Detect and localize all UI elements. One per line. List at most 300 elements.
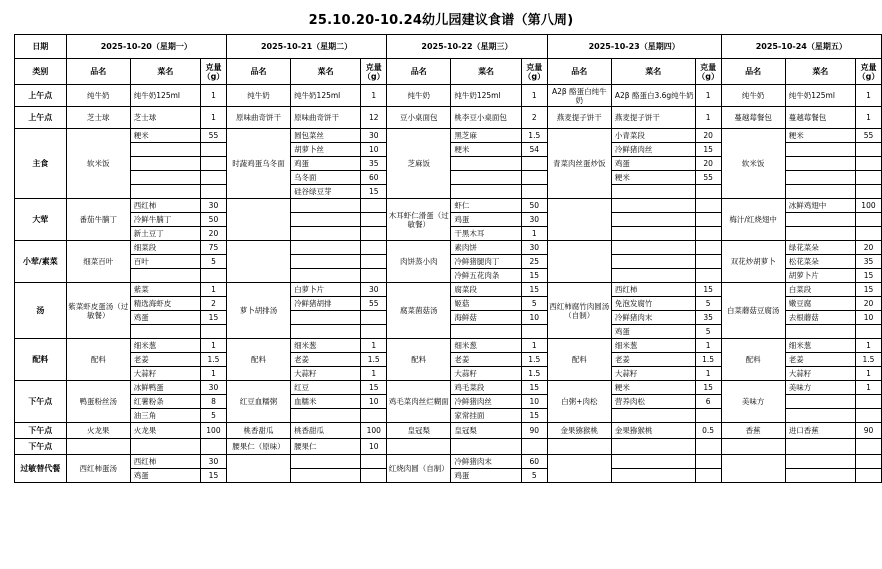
qty-cell: 1: [695, 339, 721, 353]
qty-cell: 1: [695, 107, 721, 129]
table-row: [15, 339, 882, 353]
qty-cell: 60: [521, 455, 547, 469]
qty-cell: [695, 255, 721, 269]
qty-cell: 54: [521, 143, 547, 157]
ingredient-cell: 白萝卜片: [291, 283, 361, 297]
qty-cell: 15: [695, 283, 721, 297]
dish-cell: 金果猕猴桃: [547, 423, 611, 439]
ingredient-cell: [785, 185, 855, 199]
qty-cell: 1: [855, 367, 881, 381]
ingredient-cell: 绿花菜朵: [785, 241, 855, 255]
ingredient-cell: 老姜: [291, 353, 361, 367]
ingredient-cell: 美味方: [785, 381, 855, 395]
dish-cell: [721, 455, 785, 483]
qty-cell: 15: [695, 381, 721, 395]
table-row: [15, 85, 882, 107]
qty-cell: [521, 171, 547, 185]
ingredient-label: 菜名: [451, 59, 521, 85]
dish-cell: 梅汁/红烧翅中: [721, 199, 785, 241]
ingredient-cell: 粳米: [785, 129, 855, 143]
ingredient-cell: 老姜: [130, 353, 200, 367]
date-row: [15, 35, 882, 59]
qty-cell: [200, 143, 226, 157]
ingredient-cell: 西红柿: [130, 455, 200, 469]
qty-cell: [521, 439, 547, 455]
qty-cell: [695, 227, 721, 241]
qty-cell: 75: [200, 241, 226, 255]
table-row: [15, 455, 882, 469]
dish-label: 品名: [387, 59, 451, 85]
ingredient-cell: 细菜段: [130, 241, 200, 255]
ingredient-cell: A2β 酪蛋白3.6g纯牛奶: [611, 85, 695, 107]
ingredient-cell: [611, 241, 695, 255]
qty-cell: 30: [200, 455, 226, 469]
dish-cell: 时蔬鸡蛋乌冬面: [226, 129, 290, 199]
qty-cell: 5: [695, 325, 721, 339]
qty-cell: 20: [695, 129, 721, 143]
qty-cell: 5: [200, 255, 226, 269]
qty-cell: 25: [521, 255, 547, 269]
ingredient-cell: [785, 439, 855, 455]
ingredient-cell: [611, 227, 695, 241]
ingredient-cell: 圆包菜丝: [291, 129, 361, 143]
dish-cell: 双花炒胡萝卜: [721, 241, 785, 283]
ingredient-cell: 干黑木耳: [451, 227, 521, 241]
qty-cell: [695, 439, 721, 455]
dish-cell: [226, 199, 290, 241]
qty-cell: 1.5: [361, 353, 387, 367]
qty-cell: [200, 325, 226, 339]
qty-cell: 15: [361, 185, 387, 199]
ingredient-cell: [291, 255, 361, 269]
qty-cell: 55: [695, 171, 721, 185]
qty-cell: 1: [200, 367, 226, 381]
qty-cell: 1: [361, 367, 387, 381]
ingredient-cell: 精选海虾皮: [130, 297, 200, 311]
dish-cell: [547, 439, 611, 455]
category-cell: 汤: [15, 283, 67, 339]
qty-cell: [521, 325, 547, 339]
ingredient-cell: 大蒜籽: [291, 367, 361, 381]
day-header: 2025-10-23（星期四）: [547, 35, 721, 59]
qty-cell: [695, 269, 721, 283]
ingredient-cell: [785, 469, 855, 483]
ingredient-cell: [130, 143, 200, 157]
ingredient-cell: 家常挂面: [451, 409, 521, 423]
ingredient-cell: [291, 311, 361, 325]
ingredient-cell: 粳米: [611, 381, 695, 395]
ingredient-cell: 乌冬面: [291, 171, 361, 185]
category-cell: 配料: [15, 339, 67, 381]
qty-cell: [361, 325, 387, 339]
qty-cell: 10: [521, 311, 547, 325]
dish-cell: 木耳虾仁滑蛋（过敏餐）: [387, 199, 451, 241]
qty-cell: 2: [521, 107, 547, 129]
ingredient-cell: 老姜: [451, 353, 521, 367]
dish-cell: 芝士球: [66, 107, 130, 129]
qty-cell: 15: [855, 269, 881, 283]
column-header-row: [15, 59, 882, 85]
ingredient-cell: [130, 269, 200, 283]
ingredient-cell: [611, 199, 695, 213]
qty-label: 克量（g）: [521, 59, 547, 85]
day-header: 2025-10-22（星期三）: [387, 35, 548, 59]
ingredient-cell: 胡萝卜片: [785, 269, 855, 283]
dish-cell: 美味方: [721, 381, 785, 423]
qty-cell: 30: [521, 241, 547, 255]
day-header: 2025-10-24（星期五）: [721, 35, 881, 59]
qty-cell: 20: [200, 227, 226, 241]
ingredient-cell: [611, 439, 695, 455]
qty-cell: 1: [200, 283, 226, 297]
qty-cell: 55: [200, 129, 226, 143]
ingredient-cell: 细米葱: [611, 339, 695, 353]
qty-cell: [361, 199, 387, 213]
dish-cell: [226, 241, 290, 283]
qty-cell: 1.5: [695, 353, 721, 367]
ingredient-cell: [291, 325, 361, 339]
qty-cell: [200, 185, 226, 199]
qty-cell: [361, 409, 387, 423]
ingredient-cell: [611, 269, 695, 283]
dish-cell: [387, 439, 451, 455]
ingredient-cell: 冰鲜鸭蛋: [130, 381, 200, 395]
ingredient-cell: 纯牛奶125ml: [451, 85, 521, 107]
dish-cell: [547, 199, 611, 241]
qty-cell: 15: [200, 311, 226, 325]
dish-cell: 红豆血糯粥: [226, 381, 290, 423]
ingredient-cell: 燕麦提子饼干: [611, 107, 695, 129]
ingredient-cell: 冷鲜牛腩丁: [130, 213, 200, 227]
day-header: 2025-10-20（星期一）: [66, 35, 226, 59]
ingredient-cell: [785, 157, 855, 171]
dish-cell: A2β 酪蛋白纯牛奶: [547, 85, 611, 107]
qty-cell: 1: [855, 107, 881, 129]
qty-cell: [200, 157, 226, 171]
qty-cell: 1: [521, 85, 547, 107]
dish-cell: 配料: [547, 339, 611, 381]
dish-cell: [547, 241, 611, 283]
ingredient-cell: 胡萝卜丝: [291, 143, 361, 157]
qty-cell: 10: [855, 311, 881, 325]
qty-cell: [855, 213, 881, 227]
ingredient-cell: [291, 199, 361, 213]
qty-cell: [361, 269, 387, 283]
qty-cell: [361, 227, 387, 241]
dish-cell: 原味曲奇饼干: [226, 107, 290, 129]
ingredient-cell: 鸡蛋: [451, 213, 521, 227]
menu-table: [14, 34, 882, 483]
qty-cell: 15: [521, 283, 547, 297]
qty-cell: [855, 409, 881, 423]
ingredient-cell: 鸡蛋: [130, 469, 200, 483]
dish-cell: 鸡毛菜肉丝烂糊面: [387, 381, 451, 423]
qty-cell: 5: [695, 297, 721, 311]
table-row: [15, 439, 882, 455]
dish-cell: 配料: [721, 339, 785, 381]
ingredient-cell: 大蒜籽: [130, 367, 200, 381]
qty-cell: 15: [521, 409, 547, 423]
ingredient-cell: [291, 213, 361, 227]
qty-label: 克量（g）: [361, 59, 387, 85]
qty-cell: 100: [855, 199, 881, 213]
dish-cell: 西红柿蛋汤: [66, 455, 130, 483]
qty-cell: [361, 241, 387, 255]
dish-cell: 红烧肉圆（自制）: [387, 455, 451, 483]
ingredient-cell: 纯牛奶125ml: [130, 85, 200, 107]
qty-cell: 1: [200, 85, 226, 107]
ingredient-cell: 纯牛奶125ml: [291, 85, 361, 107]
ingredient-cell: 鸡蛋: [130, 311, 200, 325]
ingredient-cell: 大蒜籽: [451, 367, 521, 381]
dish-cell: 紫菜虾皮蛋汤（过敏餐）: [66, 283, 130, 339]
ingredient-cell: 腰果仁: [291, 439, 361, 455]
qty-cell: [695, 185, 721, 199]
qty-cell: 1: [361, 339, 387, 353]
category-cell: 大荤: [15, 199, 67, 241]
dish-cell: 鸭蛋粉丝汤: [66, 381, 130, 423]
qty-cell: [361, 213, 387, 227]
dish-cell: 纯牛奶: [226, 85, 290, 107]
category-cell: 过敏替代餐: [15, 455, 67, 483]
ingredient-cell: [451, 185, 521, 199]
dish-cell: 配料: [226, 339, 290, 381]
qty-label: 克量（g）: [200, 59, 226, 85]
category-cell: 下午点: [15, 423, 67, 439]
qty-cell: 2: [200, 297, 226, 311]
qty-cell: 20: [855, 241, 881, 255]
ingredient-cell: 营养肉松: [611, 395, 695, 409]
qty-cell: [855, 157, 881, 171]
ingredient-cell: 冷鲜猪肉丝: [451, 395, 521, 409]
qty-cell: 35: [695, 311, 721, 325]
qty-cell: [855, 325, 881, 339]
category-cell: 主食: [15, 129, 67, 199]
qty-cell: 30: [200, 199, 226, 213]
ingredient-cell: 冰鲜鸡翅中: [785, 199, 855, 213]
qty-cell: 1: [200, 339, 226, 353]
qty-cell: 1: [695, 367, 721, 381]
ingredient-cell: [785, 171, 855, 185]
qty-cell: [855, 227, 881, 241]
ingredient-cell: 桃李豆小桌面包: [451, 107, 521, 129]
dish-cell: 细菜百叶: [66, 241, 130, 283]
qty-cell: [855, 395, 881, 409]
qty-cell: [855, 469, 881, 483]
ingredient-cell: 血糯米: [291, 395, 361, 409]
dish-cell: 燕麦提子饼干: [547, 107, 611, 129]
dish-cell: 白粥+肉松: [547, 381, 611, 423]
ingredient-cell: 红豆: [291, 381, 361, 395]
qty-cell: 8: [200, 395, 226, 409]
ingredient-cell: 油三角: [130, 409, 200, 423]
qty-cell: [521, 185, 547, 199]
qty-label: 克量（g）: [695, 59, 721, 85]
ingredient-cell: 金果猕猴桃: [611, 423, 695, 439]
qty-cell: [361, 255, 387, 269]
table-row: [15, 283, 882, 297]
ingredient-cell: 进口香蕉: [785, 423, 855, 439]
ingredient-cell: [291, 227, 361, 241]
ingredient-cell: [291, 455, 361, 469]
table-row: [15, 199, 882, 213]
dish-label: 品名: [721, 59, 785, 85]
ingredient-cell: 鸡蛋: [451, 469, 521, 483]
qty-cell: [695, 409, 721, 423]
qty-cell: 10: [361, 439, 387, 455]
qty-cell: [361, 311, 387, 325]
dish-cell: 番茄牛腩丁: [66, 199, 130, 241]
ingredient-label: 菜名: [785, 59, 855, 85]
ingredient-cell: 火龙果: [130, 423, 200, 439]
dish-cell: 西红柿腐竹肉圆汤（自制）: [547, 283, 611, 339]
ingredient-cell: [451, 439, 521, 455]
ingredient-cell: [785, 143, 855, 157]
ingredient-cell: [451, 325, 521, 339]
dish-cell: 香蕉: [721, 423, 785, 439]
ingredient-cell: 细米葱: [785, 339, 855, 353]
qty-cell: [855, 455, 881, 469]
qty-cell: [695, 199, 721, 213]
ingredient-cell: 松花菜朵: [785, 255, 855, 269]
ingredient-cell: 新土豆丁: [130, 227, 200, 241]
dish-cell: 软米饭: [66, 129, 130, 199]
day-header: 2025-10-21（星期二）: [226, 35, 386, 59]
ingredient-cell: 小青菜段: [611, 129, 695, 143]
ingredient-label: 菜名: [611, 59, 695, 85]
table-row: [15, 107, 882, 129]
ingredient-label: 菜名: [291, 59, 361, 85]
ingredient-cell: 西红柿: [130, 199, 200, 213]
dish-cell: 萝卜胡排汤: [226, 283, 290, 339]
ingredient-cell: [291, 409, 361, 423]
ingredient-cell: 冷鲜猪胡排: [291, 297, 361, 311]
dish-cell: 豆小桌面包: [387, 107, 451, 129]
qty-cell: [200, 171, 226, 185]
dish-label: 品名: [547, 59, 611, 85]
dish-cell: 肉饼蒸小肉: [387, 241, 451, 283]
dish-cell: 腐菜菌菇汤: [387, 283, 451, 339]
qty-cell: [695, 241, 721, 255]
dish-cell: [547, 455, 611, 483]
ingredient-cell: 芝士球: [130, 107, 200, 129]
dish-cell: 火龙果: [66, 423, 130, 439]
dish-cell: [226, 455, 290, 483]
qty-cell: [855, 143, 881, 157]
ingredient-cell: 素肉饼: [451, 241, 521, 255]
ingredient-cell: 海鲜菇: [451, 311, 521, 325]
category-cell: 上午点: [15, 107, 67, 129]
ingredient-cell: 冷鲜五花肉条: [451, 269, 521, 283]
dish-cell: 纯牛奶: [66, 85, 130, 107]
ingredient-cell: 老姜: [785, 353, 855, 367]
ingredient-cell: 去根蘑菇: [785, 311, 855, 325]
dish-label: 品名: [226, 59, 290, 85]
ingredient-cell: 粳米: [451, 143, 521, 157]
qty-cell: 35: [855, 255, 881, 269]
qty-cell: 1.5: [200, 353, 226, 367]
table-row: [15, 381, 882, 395]
ingredient-cell: 硅谷绿豆芽: [291, 185, 361, 199]
ingredient-label: 菜名: [130, 59, 200, 85]
qty-cell: 1: [855, 381, 881, 395]
qty-cell: 1: [200, 107, 226, 129]
qty-cell: 5: [521, 297, 547, 311]
ingredient-cell: [291, 241, 361, 255]
dish-cell: 软米饭: [721, 129, 785, 199]
ingredient-cell: [130, 171, 200, 185]
qty-cell: 10: [521, 395, 547, 409]
qty-cell: 100: [200, 423, 226, 439]
qty-cell: [855, 171, 881, 185]
dish-cell: 配料: [387, 339, 451, 381]
qty-cell: [200, 269, 226, 283]
category-cell: 下午点: [15, 381, 67, 423]
ingredient-cell: 嫩豆腐: [785, 297, 855, 311]
qty-cell: 15: [200, 469, 226, 483]
qty-cell: 15: [855, 283, 881, 297]
qty-cell: 60: [361, 171, 387, 185]
category-label: 类别: [15, 59, 67, 85]
qty-cell: 1.5: [521, 353, 547, 367]
qty-cell: 15: [695, 143, 721, 157]
ingredient-cell: [291, 269, 361, 283]
ingredient-cell: 冷鲜猪肉丝: [611, 143, 695, 157]
ingredient-cell: [785, 325, 855, 339]
qty-cell: 6: [695, 395, 721, 409]
qty-cell: 1.5: [521, 129, 547, 143]
qty-cell: 1: [521, 339, 547, 353]
ingredient-cell: 姬菇: [451, 297, 521, 311]
ingredient-cell: 桃香甜瓜: [291, 423, 361, 439]
ingredient-cell: [785, 455, 855, 469]
dish-cell: 芝麻饭: [387, 129, 451, 199]
qty-cell: 35: [361, 157, 387, 171]
qty-cell: 10: [361, 143, 387, 157]
dish-label: 品名: [66, 59, 130, 85]
dish-cell: 纯牛奶: [387, 85, 451, 107]
ingredient-cell: [130, 325, 200, 339]
ingredient-cell: 纯牛奶125ml: [785, 85, 855, 107]
category-cell: 上午点: [15, 85, 67, 107]
ingredient-cell: [785, 227, 855, 241]
qty-cell: 1.5: [855, 353, 881, 367]
qty-cell: 15: [361, 381, 387, 395]
qty-cell: [521, 157, 547, 171]
dish-cell: [721, 439, 785, 455]
ingredient-cell: 冷鲜猪腿肉丁: [451, 255, 521, 269]
qty-cell: [855, 439, 881, 455]
dish-cell: 皇冠梨: [387, 423, 451, 439]
dish-cell: 桃香甜瓜: [226, 423, 290, 439]
category-cell: 下午点: [15, 439, 67, 455]
qty-cell: 5: [521, 469, 547, 483]
qty-cell: 10: [361, 395, 387, 409]
ingredient-cell: [611, 455, 695, 469]
ingredient-cell: [130, 185, 200, 199]
dish-cell: 白菜蘑菇豆腐汤: [721, 283, 785, 339]
ingredient-cell: 免泡发腐竹: [611, 297, 695, 311]
ingredient-cell: [291, 469, 361, 483]
table-row: [15, 423, 882, 439]
ingredient-cell: 细米葱: [291, 339, 361, 353]
qty-cell: 20: [695, 157, 721, 171]
qty-cell: 0.5: [695, 423, 721, 439]
qty-cell: 20: [855, 297, 881, 311]
qty-label: 克量（g）: [855, 59, 881, 85]
qty-cell: 1.5: [521, 367, 547, 381]
ingredient-cell: [451, 171, 521, 185]
